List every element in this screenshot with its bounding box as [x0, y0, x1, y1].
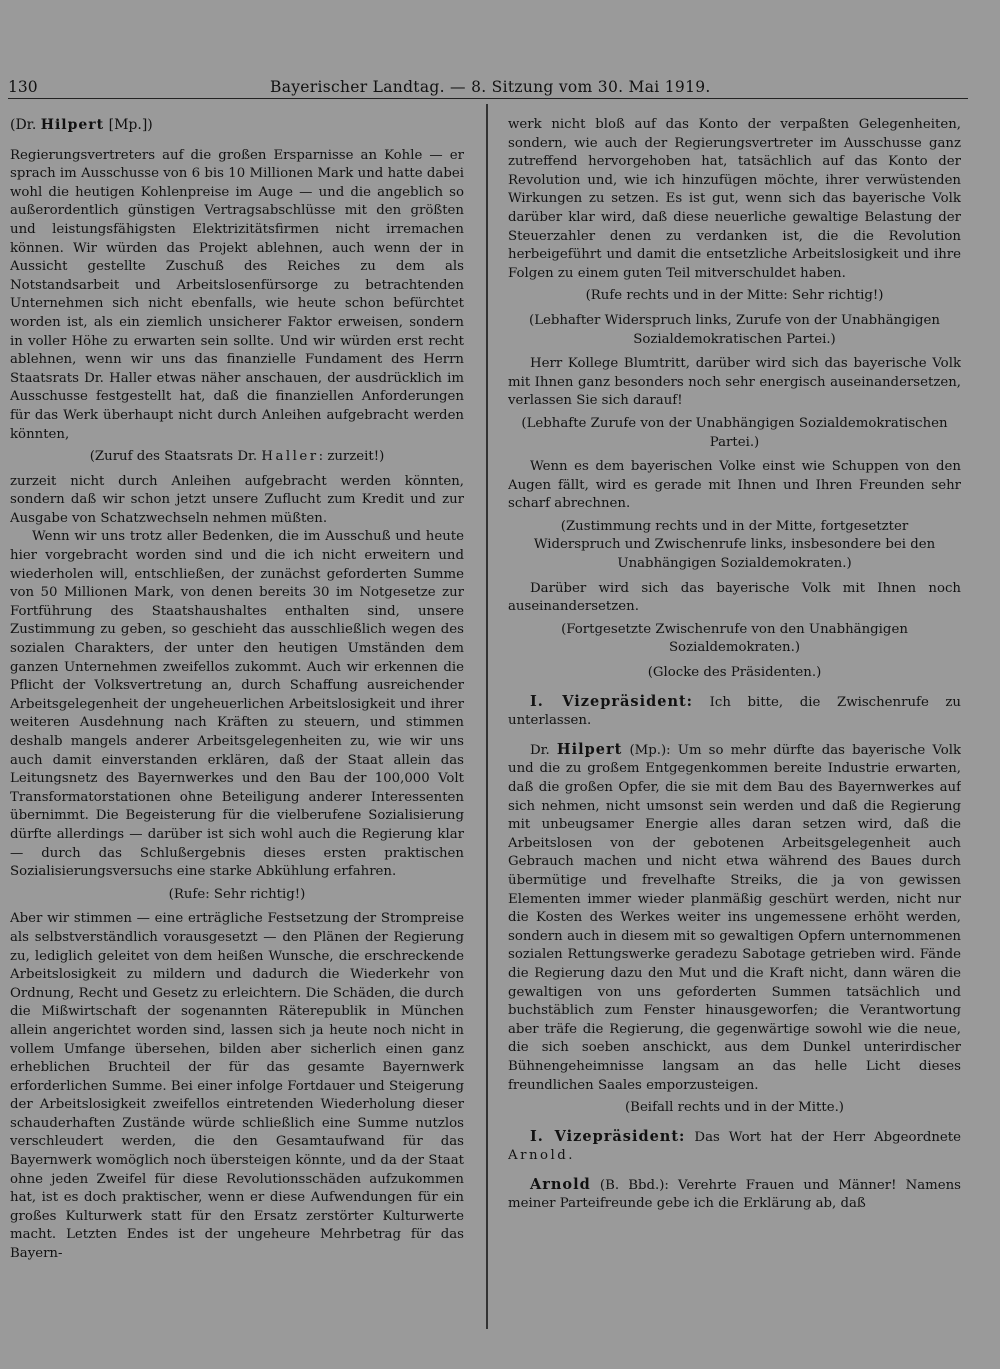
running-title: Bayerischer Landtag. — 8. Sitzung vom 30. Mai 1919.	[270, 78, 711, 96]
left-column	[10, 116, 464, 1328]
paragraph: Darüber wird sich das bayerische Volk mit Ihnen noch auseinandersetzen.	[508, 580, 961, 615]
paragraph: Wenn es dem bayerischen Volke einst wie Schuppen von den Augen fällt, wird es gerade mit Ihnen und Ihren Freunden sehr scharf abrechnen.	[508, 459, 961, 512]
speaker-name: Hilpert	[556, 740, 623, 758]
speaker-paragraph: I. Vizepräsident: Das Wort hat der Herr Abgeordnete Arnold.	[508, 1127, 961, 1164]
interjection: (Lebhafte Zurufe von der Unabhängigen Sozialdemokratischen Partei.)	[521, 415, 948, 450]
interjection: (Beifall rechts und in der Mitte.)	[624, 1100, 844, 1116]
page-number: 130	[8, 78, 38, 96]
paragraph: werk nicht bloß auf das Konto der verpaßten Gelegenheiten, sondern, wie auch der Regierungsvertreter im Ausschusse ganz zutreffend hervorgehoben hat, tatsächlich auf das Konto der Revolution und, wie ich hinzufügen möchte, ihrer verwüstenden Wirkungen zu setzen. Es ist gut, wenn sich das bayerische Volk darüber klar wird, daß diese neuerliche gewaltige Belastung der Steuerzahler denen zu verdanken ist, die die Revolution herbeigeführt und damit die entsetzliche Arbeitslosigkeit und ihre Folgen zu einem guten Teil mitverschuldet haben.	[508, 117, 961, 281]
interjection: (Rufe: Sehr richtig!)	[168, 886, 306, 902]
speaker-paragraph: I. Vizepräsident: Ich bitte, die Zwischenrufe zu unterlassen.	[508, 692, 961, 729]
interjection: (Zuruf des Staatsrats Dr. Haller: zurzeit!)	[89, 449, 385, 465]
speaker-name: I. Vizepräsident:	[530, 692, 694, 710]
paragraph: Wenn wir uns trotz aller Bedenken, die im Ausschuß und heute hier vorgebracht worden sind und die ich nicht erweitern und wiederholen will, entschließen, der zunächst geforderten Summe von 50 Millionen Mark, von denen bereits 30 im Notgesetze zur Fortführung des Staatshaushaltes enthalten sind, unsere Zustimmung zu geben, so geschieht das ausschließlich wegen des sozialen Charakters, der unter den heutigen Umständen dem ganzen Unternehmen zweifellos zukommt. Auch wir erkennen die Pflicht der Volksvertretung an, durch Schaffung ausreichender Arbeitsgelegenheit der ungeheuerlichen Arbeitslosigkeit und ihrer weiteren Ausdehnung nach Kräften zu steuern, und stimmen deshalb mangels anderer Arbeitsgelegenheiten zu, wie wir uns auch damit einverstanden erklären, daß der Staat allein das Leitungsnetz des Bayernwerkes und den Bau der 100,000 Volt Transformatorstationen ohne Beteiligung anderer Interessenten übernimmt. Die Begeisterung für die vielberufene Sozialisierung dürfte allerdings — darüber ist sich wohl auch die Regierung klar — durch das Schlußergebnis dieses ersten praktischen Sozialisierungsversuchs eine starke Abkühlung erfahren.	[10, 529, 464, 880]
speaker-suffix: [Mp.])	[108, 117, 153, 133]
paragraph: Herr Kollege Blumtritt, darüber wird sich das bayerische Volk mit Ihnen ganz besonders noch sehr energisch auseinandersetzen, verlassen Sie sich darauf!	[508, 356, 961, 409]
speaker-paragraph: Arnold (B. Bbd.): Verehrte Frauen und Männer! Namens meiner Parteifreunde gebe ich die Erklärung ab, daß	[508, 1175, 961, 1212]
continued-speaker-heading	[10, 116, 464, 135]
interjection: (Fortgesetzte Zwischenrufe von den Unabhängigen Sozialdemokraten.)	[561, 621, 908, 656]
speaker-paragraph: Dr. Hilpert (Mp.): Um so mehr dürfte das bayerische Volk und die zu großem Entgegenkommen bereite Industrie erwarten, daß die großen Opfer, die sie mit dem Bau des Bayernwerkes auf sich nehmen, nicht umsonst sein werden und daß die Regierung mit unbeugsamer Energie alles daran setzen wird, daß die Arbeitslosen von der gebotenen Arbeitsgelegenheit auch Gebrauch machen und nicht etwa während des Baues durch übermütige und frevelhafte Streiks, die ja von gewissen Elementen immer wieder planmäßig geschürt werden, nicht nur die Kosten des Werkes weiter ins ungemessene erhöht werden, sondern auch in diesem mit so gewaltigen Opfern unternommenen sozialen Rettungswerke geradezu Sabotage getrieben wird. Fände die Regierung dazu den Mut und die Kraft nicht, dann wären die gewaltigen von uns geforderten Summen tatsächlich und buchstäblich zum Fenster hinausgeworfen; die Verantwortung aber träfe die Regierung, die gegenwärtige sowohl wie die neue, die sich soeben anschickt, aus dem Dunkel unterirdischer Bühnengeheimnisse langsam an das helle Licht dieses freundlichen Saales emporzusteigen.	[508, 740, 961, 1093]
speaker-name: I. Vizepräsident:	[530, 1127, 686, 1145]
interjection: (Glocke des Präsidenten.)	[647, 665, 822, 681]
column-divider	[486, 104, 488, 1329]
speaker-name: Hilpert	[40, 117, 105, 133]
paragraph: Aber wir stimmen — eine erträgliche Festsetzung der Strompreise als selbstverständlich vorausgesetzt — den Plänen der Regierung zu, lediglich geleitet von dem heißen Wunsche, die erschreckende Arbeitslosigkeit zu mildern und dadurch die Wiederkehr von Ordnung, Recht und Gesetz zu erleichtern. Die Schäden, die durch die Mißwirtschaft der sogenannten Räterepublik in München allein angerichtet worden sind, lassen sich ja heute noch nicht in vollem Umfange übersehen, bilden aber sicherlich einen ganz erheblichen Bruchteil der für das gesamte Bayernwerk erforderlichen Summe. Bei einer infolge Fortdauer und Steigerung der Arbeitslosigkeit zweifellos eintretenden Wiederholung dieser schauderhaften Zustände würde schließlich eine Summe nutzlos verschleudert werden, die den Gesamtaufwand für das Bayernwerk womöglich noch übersteigen könnte, und da der Staat ohne jeden Zweifel für diese Revolutionsschäden aufzukommen hat, ist es doch praktischer, wenn er diese Aufwendungen für ein großes Kulturwerk statt für den Ersatz zerstörter Kulturwerte macht. Letzten Endes ist der ungeheure Mehrbetrag für das Bayern-	[10, 911, 464, 1262]
speaker-prefix: (Dr.	[10, 117, 37, 133]
page-header	[8, 76, 968, 99]
interjection: (Rufe rechts und in der Mitte: Sehr richtig!)	[585, 288, 884, 304]
paragraph: zurzeit nicht durch Anleihen aufgebracht werden könnten, sondern daß wir schon jetzt unsere Zuflucht zum Kredit und zur Ausgabe von Schatzwechseln nehmen müßten.	[10, 473, 464, 526]
right-column	[508, 116, 961, 1328]
paragraph: Regierungsvertreters auf die großen Ersparnisse an Kohle — er sprach im Ausschusse von 6 bis 10 Millionen Mark und hatte dabei wohl die heutigen Kohlenpreise im Auge — und die angeblich so außerordentlich günstigen Vertragsabschlüsse mit den größten und leistungsfähigsten Elektrizitätsfirmen nicht irremachen können. Wir würden das Projekt ablehnen, auch wenn der in Aussicht gestellte Zuschuß des Reiches zu dem als Notstandsarbeit und Arbeitslosenfürsorge zu betrachtenden Unternehmen sich nicht ebenfalls, wie heute schon befürchtet worden ist, als ein ziemlich unsicherer Faktor erweisen, sondern in voller Höhe zu erwarten sein sollte. Und wir würden erst recht ablehnen, wenn wir uns das finanzielle Fundament des Herrn Staatsrats Dr. Haller etwas näher anschauen, der ausdrücklich im Ausschusse festgestellt hat, daß die finanziellen Anforderungen für das Werk überhaupt nicht durch Anleihen aufgebracht werden könnten,	[10, 147, 464, 442]
speaker-name: Arnold	[530, 1175, 591, 1193]
interjection: (Zustimmung rechts und in der Mitte, fortgesetzter Widerspruch und Zwischenrufe links, insbesondere bei den Unabhängigen Sozialdemokraten.)	[533, 518, 936, 572]
interjection: (Lebhafter Widerspruch links, Zurufe von der Unabhängigen Sozialdemokratischen Partei.)	[529, 312, 940, 347]
